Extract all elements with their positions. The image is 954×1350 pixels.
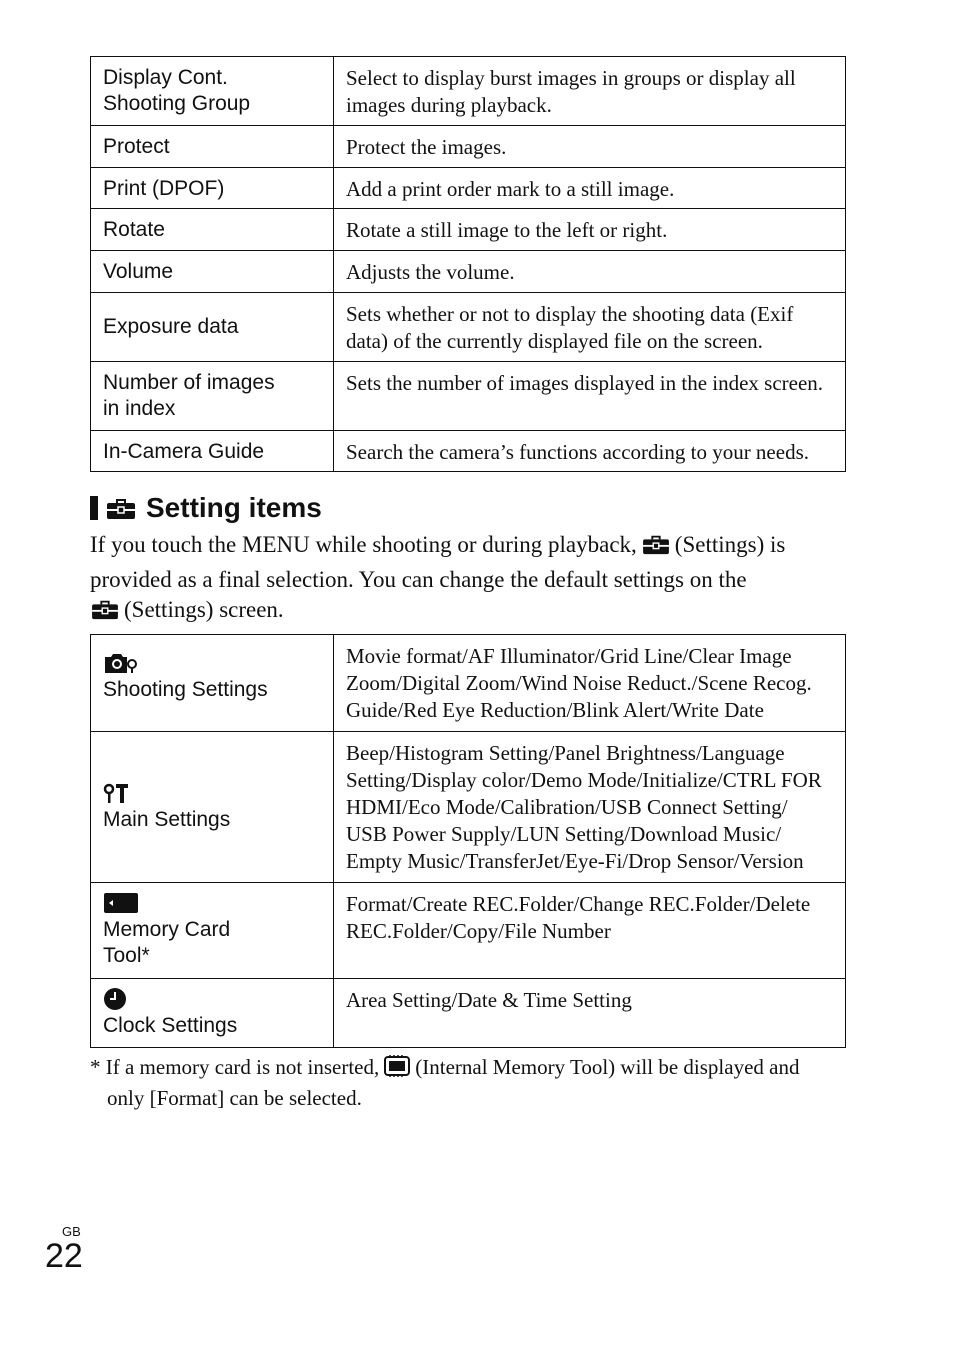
item-description: Area Setting/Date & Time Setting	[334, 979, 846, 1048]
intro-text: (Settings) is	[674, 532, 786, 557]
item-name: Volume	[91, 251, 334, 293]
section-title: Setting items	[146, 492, 322, 523]
item-name: Protect	[91, 126, 334, 168]
table-row	[91, 168, 846, 209]
item-name-cell	[91, 635, 334, 732]
table-row	[91, 57, 846, 126]
item-description: Add a print order mark to a still image.	[334, 168, 846, 209]
table-row	[91, 293, 846, 362]
item-name: Number of images in index	[91, 362, 334, 431]
footnote	[90, 1054, 850, 1112]
table-row	[91, 251, 846, 293]
item-name: Memory Card Tool*	[103, 918, 231, 967]
camera-settings-icon	[103, 651, 321, 677]
footnote-text: only [Format] can be selected.	[107, 1086, 362, 1110]
item-name-cell	[91, 883, 334, 979]
table-row	[91, 126, 846, 168]
table-row	[91, 431, 846, 472]
item-description: Sets the number of images displayed in the index screen.	[334, 362, 846, 431]
intro-text: If you touch the MENU while shooting or during playback,	[90, 532, 637, 557]
memory-card-icon	[103, 891, 321, 917]
internal-memory-icon	[383, 1054, 411, 1085]
intro-text: (Settings) screen.	[124, 597, 284, 622]
item-name-cell	[91, 732, 334, 883]
toolbox-icon	[106, 495, 136, 521]
item-description: Adjusts the volume.	[334, 251, 846, 293]
toolbox-icon	[641, 532, 671, 565]
table-row	[91, 883, 846, 979]
item-name: Exposure data	[91, 293, 334, 362]
item-description: Rotate a still image to the left or right.	[334, 209, 846, 251]
wrench-screwdriver-icon	[103, 781, 321, 807]
section-heading	[90, 488, 322, 528]
item-name: Rotate	[91, 209, 334, 251]
item-name: In-Camera Guide	[91, 431, 334, 472]
playback-settings-table	[90, 56, 846, 472]
table-row	[91, 979, 846, 1048]
item-name: Clock Settings	[103, 1014, 238, 1037]
table-row	[91, 209, 846, 251]
item-name: Display Cont. Shooting Group	[91, 57, 334, 126]
item-name: Print (DPOF)	[91, 168, 334, 209]
item-description: Beep/Histogram Setting/Panel Brightness/Language Setting/Display color/Demo Mode/Initialize/CTRL FOR HDMI/Eco Mode/Calibration/USB Connect Setting/ USB Power Supply/LUN Setting/Download Music/ Empty Music/TransferJet/Eye-Fi/Drop Sensor/Version	[334, 732, 846, 883]
settings-items-table	[90, 634, 846, 1048]
item-description: Sets whether or not to display the shooting data (Exif data) of the currently displayed file on the screen.	[334, 293, 846, 362]
item-description: Movie format/AF Illuminator/Grid Line/Clear Image Zoom/Digital Zoom/Wind Noise Reduct./Scene Recog. Guide/Red Eye Reduction/Blink Alert/Write Date	[334, 635, 846, 732]
heading-marker	[90, 496, 98, 520]
table-row	[91, 635, 846, 732]
item-description: Format/Create REC.Folder/Change REC.Folder/Delete REC.Folder/Copy/File Number	[334, 883, 846, 979]
table-row	[91, 732, 846, 883]
item-name: Shooting Settings	[103, 678, 268, 701]
item-description: Protect the images.	[334, 126, 846, 168]
item-description: Search the camera’s functions according to your needs.	[334, 431, 846, 472]
footnote-text: * If a memory card is not inserted,	[90, 1055, 380, 1079]
footnote-text: (Internal Memory Tool) will be displayed and	[415, 1055, 800, 1079]
intro-text: provided as a final selection. You can change the default settings on the	[90, 566, 747, 592]
table-row	[91, 362, 846, 431]
page-number: 22	[45, 1237, 83, 1275]
page-region-label: GB	[62, 1224, 81, 1239]
toolbox-icon	[90, 597, 120, 630]
clock-icon	[103, 987, 321, 1013]
item-name-cell	[91, 979, 334, 1048]
item-name: Main Settings	[103, 808, 231, 831]
item-description: Select to display burst images in groups or display all images during playback.	[334, 57, 846, 126]
intro-paragraph	[90, 530, 850, 630]
